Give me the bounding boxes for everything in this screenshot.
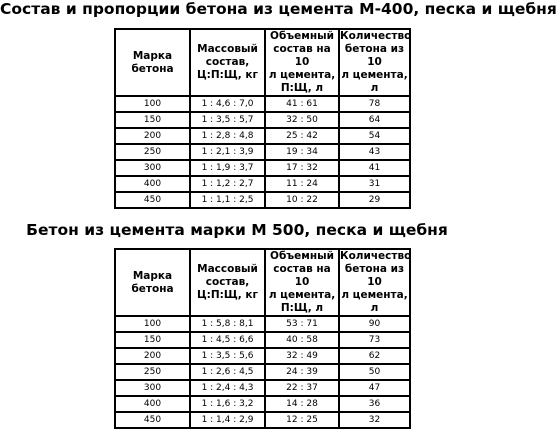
header-line: Ц:П:Щ, кг [196, 69, 259, 81]
table-row [115, 348, 410, 364]
cell-mass-ratio: 1 : 1,2 : 2,7 [190, 176, 265, 192]
cell-mass-ratio: 1 : 1,9 : 3,7 [190, 160, 265, 176]
cell-mass-ratio: 1 : 1,1 : 2,5 [190, 192, 265, 208]
header-line: Марка [132, 49, 173, 62]
cell-volume-ratio: 11 : 24 [265, 176, 339, 192]
header-line: состав, [205, 56, 250, 68]
table-row [115, 412, 410, 428]
header-cell-volume-ratio [265, 249, 339, 316]
cell-volume-ratio: 25 : 42 [265, 128, 339, 144]
table-row [115, 128, 410, 144]
header-line: л цемента, [341, 69, 408, 81]
cell-mass-ratio: 1 : 2,8 : 4,8 [190, 128, 265, 144]
table-row [115, 364, 410, 380]
cell-volume-ratio: 10 : 22 [265, 192, 339, 208]
cell-mass-ratio: 1 : 2,4 : 4,3 [190, 380, 265, 396]
cell-grade: 200 [115, 128, 190, 144]
header-line: состав на 10 [273, 263, 331, 288]
cell-mass-ratio: 1 : 3,5 : 5,7 [190, 112, 265, 128]
cell-volume-ratio: 22 : 37 [265, 380, 339, 396]
table-row [115, 112, 410, 128]
cell-volume-ratio: 24 : 39 [265, 364, 339, 380]
cell-volume-ratio: 40 : 58 [265, 332, 339, 348]
header-line: л [370, 82, 379, 94]
header-line: состав, [205, 276, 250, 288]
cell-volume-ratio: 32 : 50 [265, 112, 339, 128]
header-cell-mass-ratio [190, 29, 265, 96]
cell-volume-ratio: 32 : 49 [265, 348, 339, 364]
header-cell-volume-ratio [265, 29, 339, 96]
cell-yield: 73 [339, 332, 410, 348]
header-line: Количество [340, 30, 412, 42]
cell-volume-ratio: 41 : 61 [265, 96, 339, 112]
cell-grade: 150 [115, 112, 190, 128]
cell-yield: 78 [339, 96, 410, 112]
cell-grade: 300 [115, 160, 190, 176]
header-cell-mass-ratio [190, 249, 265, 316]
cell-yield: 54 [339, 128, 410, 144]
cell-mass-ratio: 1 : 2,6 : 4,5 [190, 364, 265, 380]
cell-mass-ratio: 1 : 1,4 : 2,9 [190, 412, 265, 428]
cell-grade: 100 [115, 316, 190, 332]
header-line: Массовый [197, 43, 258, 55]
cell-grade: 450 [115, 412, 190, 428]
cell-yield: 47 [339, 380, 410, 396]
header-line: бетона из 10 [344, 43, 405, 68]
cell-grade: 400 [115, 396, 190, 412]
cell-yield: 50 [339, 364, 410, 380]
cell-grade: 300 [115, 380, 190, 396]
cell-volume-ratio: 17 : 32 [265, 160, 339, 176]
header-line: Количество [340, 250, 412, 262]
cell-mass-ratio: 1 : 4,6 : 7,0 [190, 96, 265, 112]
header-line: л цемента, [268, 289, 336, 301]
cell-mass-ratio: 1 : 1,6 : 3,2 [190, 396, 265, 412]
table-row [115, 380, 410, 396]
header-row [115, 29, 410, 96]
cell-yield: 32 [339, 412, 410, 428]
cell-yield: 29 [339, 192, 410, 208]
header-cell-yield [339, 29, 410, 96]
header-line: л цемента, [341, 289, 408, 301]
table1-title: Состав и пропорции бетона из цемента М-400, песка и щебня [0, 0, 557, 18]
cell-yield: 64 [339, 112, 410, 128]
table-row [115, 160, 410, 176]
header-row [115, 249, 410, 316]
table-row [115, 96, 410, 112]
cell-yield: 62 [339, 348, 410, 364]
cell-yield: 31 [339, 176, 410, 192]
table-row [115, 176, 410, 192]
cell-yield: 90 [339, 316, 410, 332]
cell-yield: 43 [339, 144, 410, 160]
header-cell-grade [115, 29, 190, 96]
cell-grade: 150 [115, 332, 190, 348]
cell-grade: 250 [115, 144, 190, 160]
header-line: бетона из 10 [344, 263, 405, 288]
cell-mass-ratio: 1 : 4,5 : 6,6 [190, 332, 265, 348]
cell-grade: 100 [115, 96, 190, 112]
header-line: Массовый [197, 263, 258, 275]
header-cell-grade [115, 249, 190, 316]
cell-volume-ratio: 12 : 25 [265, 412, 339, 428]
header-line: бетона [131, 282, 174, 295]
header-line: л цемента, [268, 69, 336, 81]
cell-volume-ratio: 14 : 28 [265, 396, 339, 412]
header-line: бетона [131, 62, 174, 75]
header-line: Объемный [270, 250, 334, 262]
concrete-m500-table [114, 248, 411, 429]
cell-yield: 41 [339, 160, 410, 176]
header-line: П:Щ, л [280, 82, 324, 94]
cell-mass-ratio: 1 : 2,1 : 3,9 [190, 144, 265, 160]
header-line: состав на 10 [273, 43, 331, 68]
concrete-m400-table [114, 28, 411, 209]
table-row [115, 192, 410, 208]
cell-grade: 450 [115, 192, 190, 208]
header-line: Объемный [270, 30, 334, 42]
header-cell-yield [339, 249, 410, 316]
header-line: Ц:П:Щ, кг [196, 289, 259, 301]
cell-volume-ratio: 19 : 34 [265, 144, 339, 160]
table-row [115, 316, 410, 332]
cell-volume-ratio: 53 : 71 [265, 316, 339, 332]
table-row [115, 396, 410, 412]
header-line: л [370, 302, 379, 314]
cell-yield: 36 [339, 396, 410, 412]
header-line: Марка [132, 269, 173, 282]
cell-grade: 250 [115, 364, 190, 380]
cell-mass-ratio: 1 : 3,5 : 5,6 [190, 348, 265, 364]
cell-grade: 400 [115, 176, 190, 192]
table-row [115, 144, 410, 160]
header-line: П:Щ, л [280, 302, 324, 314]
table2-title: Бетон из цемента марки М 500, песка и щебня [26, 221, 448, 239]
cell-grade: 200 [115, 348, 190, 364]
cell-mass-ratio: 1 : 5,8 : 8,1 [190, 316, 265, 332]
table-row [115, 332, 410, 348]
